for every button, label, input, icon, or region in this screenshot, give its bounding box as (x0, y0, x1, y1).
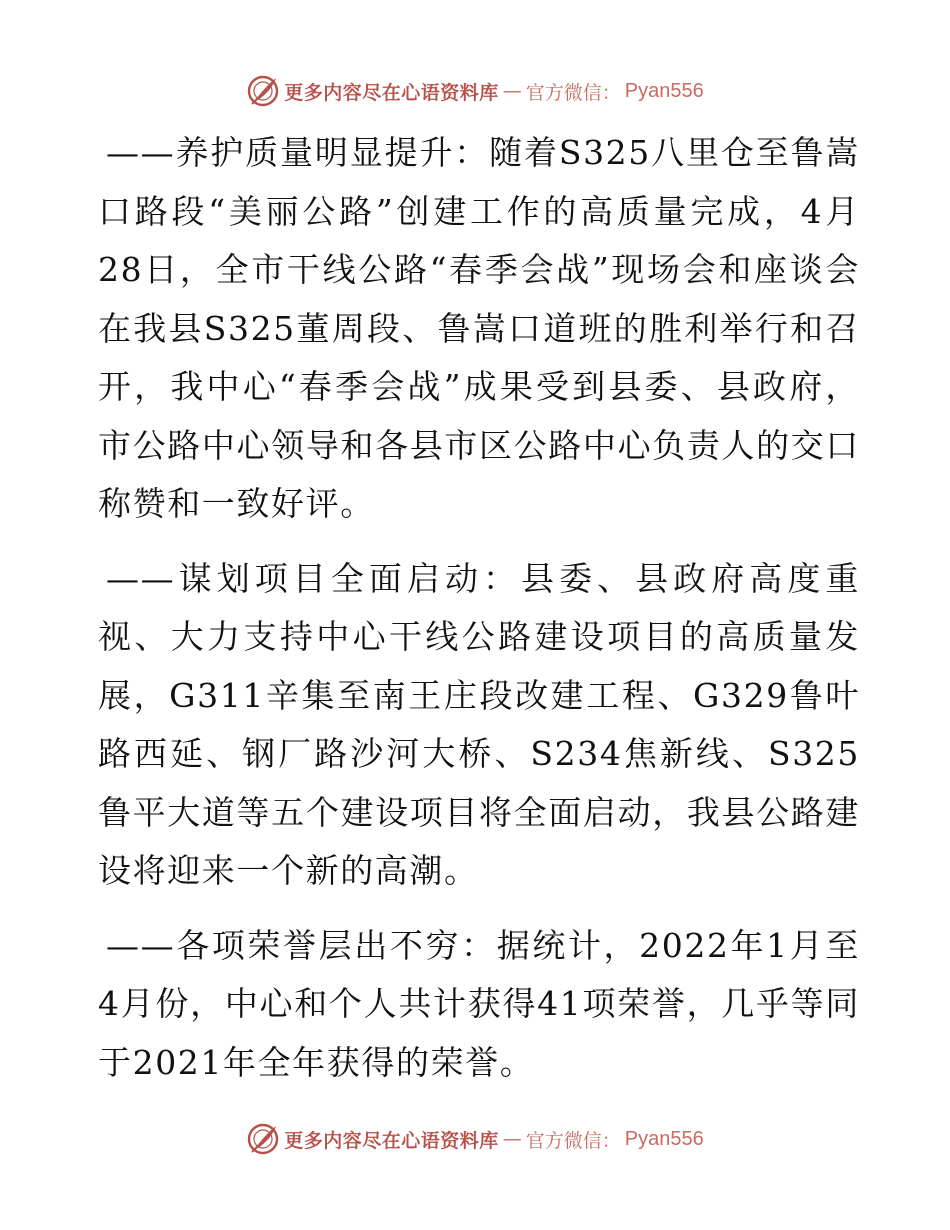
header-watermark (0, 71, 950, 111)
watermark-wechat-label: 官方微信： (525, 1129, 621, 1152)
feather-quill-logo-icon (246, 1122, 280, 1156)
paragraph-maintenance-quality (98, 124, 860, 534)
feather-quill-logo-icon (246, 74, 280, 108)
paragraph-text: ——谋划项目全面启动：县委、县政府高度重视、大力支持中心干线公路建设项目的高质量发展，G311辛集至南王庄段改建工程、G329鲁叶路西延、钢厂路沙河大桥、S234焦新线、S325鲁平大道等五个建设项目将全面启动，我县公路建设将迎来一个新的高潮。 (98, 558, 860, 890)
paragraph-text: ——各项荣誉层出不穷：据统计，2022年1月至4月份，中心和个人共计获得41项荣誉，几乎等同于2021年全年获得的荣誉。 (98, 925, 860, 1082)
document-body (98, 124, 860, 1108)
watermark-text: 更多内容尽在心语资料库 (284, 81, 499, 104)
paragraph-text: ——养护质量明显提升：随着S325八里仓至鲁嵩口路段“美丽公路”创建工作的高质量完成，4月28日，全市干线公路“春季会战”现场会和座谈会在我县S325董周段、鲁嵩口道班的胜利举行和召开，我中心“春季会战”成果受到县委、县政府，市公路中心领导和各县市区公路中心负责人的交口称赞和一致好评。 (98, 133, 860, 523)
watermark-separator: — (502, 80, 522, 102)
watermark-text: 更多内容尽在心语资料库 (284, 1129, 499, 1152)
watermark-wechat-label: 官方微信： (525, 81, 621, 104)
paragraph-project-launch (98, 550, 860, 901)
paragraph-honors (98, 917, 860, 1093)
watermark-wechat-id: Pyan556 (624, 1127, 704, 1150)
watermark-wechat-id: Pyan556 (624, 79, 704, 102)
watermark-separator: — (502, 1128, 522, 1150)
footer-watermark (0, 1119, 950, 1159)
